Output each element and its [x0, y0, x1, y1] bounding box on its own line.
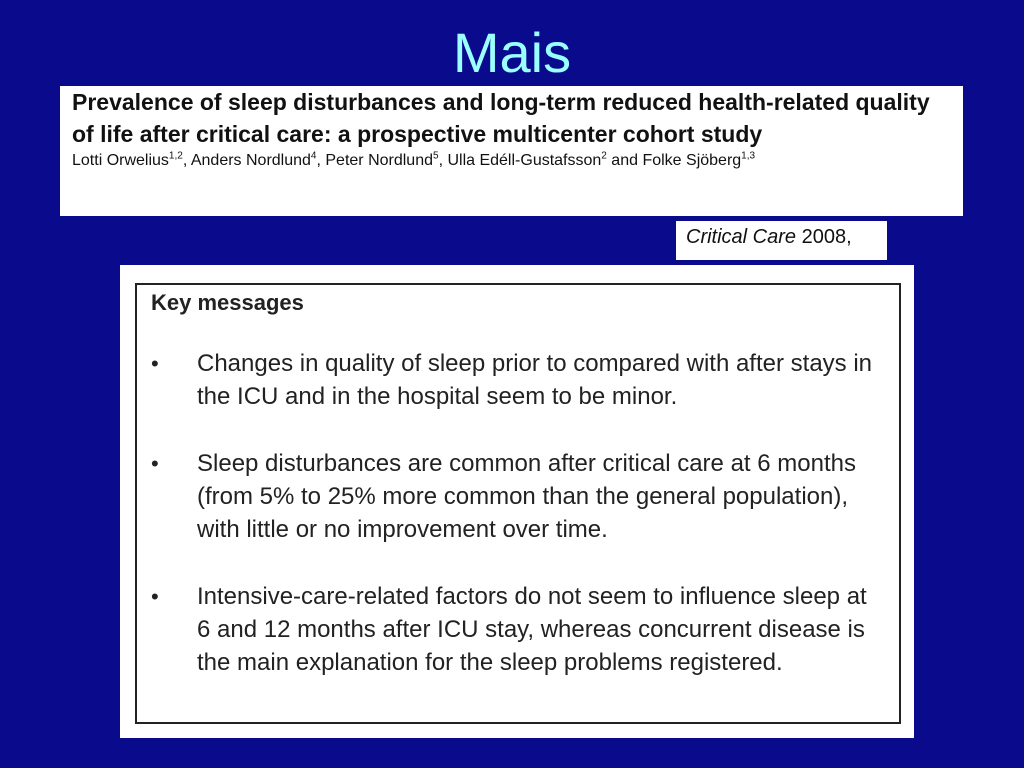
- bullet-icon: •: [151, 351, 159, 376]
- journal-name: Critical Care: [686, 226, 797, 248]
- author-separator: ,: [316, 152, 326, 169]
- author-name: Lotti Orwelius: [72, 152, 169, 169]
- author-affiliation: 1,2: [168, 150, 183, 162]
- key-message-item: [137, 580, 899, 679]
- key-message-text: Changes in quality of sleep prior to compared with after stays in the ICU and in the hospital seem to be minor.: [197, 350, 873, 410]
- author-affiliation: 5: [433, 150, 439, 162]
- author-name: Folke Sjöberg: [642, 152, 742, 169]
- key-message-text: Sleep disturbances are common after critical care at 6 months (from 5% to 25% more common than the general population), with little or no improvement over time.: [197, 450, 856, 543]
- key-message-item: [137, 347, 899, 413]
- bullet-icon: •: [151, 584, 159, 609]
- author-affiliation: 2: [601, 150, 607, 162]
- key-messages-panel: [120, 265, 914, 738]
- paper-title: Prevalence of sleep disturbances and long-term reduced health-related quality of life after critical care: a prospective multicenter cohort study: [72, 89, 930, 147]
- journal-year: 2008,: [796, 226, 852, 248]
- paper-header: [60, 86, 963, 216]
- bullet-icon: •: [151, 451, 159, 476]
- key-messages-box: [135, 283, 901, 724]
- author-name: Anders Nordlund: [190, 152, 311, 169]
- author-name: Ulla Edéll-Gustafsson: [447, 152, 602, 169]
- journal-reference: [676, 221, 887, 260]
- author-separator: ,: [438, 152, 448, 169]
- key-messages-list: [137, 347, 899, 713]
- author-separator: and: [606, 152, 643, 169]
- key-message-text: Intensive-care-related factors do not seem to influence sleep at 6 and 12 months after ICU stay, whereas concurrent disease is the main explanation for the sleep problems registered.: [197, 583, 867, 676]
- author-affiliation: 1,3: [741, 150, 756, 162]
- slide-title: Mais: [452, 21, 572, 84]
- key-messages-heading: Key messages: [151, 290, 304, 315]
- paper-authors: [72, 150, 951, 172]
- author-separator: ,: [182, 152, 191, 169]
- key-message-item: [137, 447, 899, 546]
- author-affiliation: 4: [310, 150, 317, 162]
- author-name: Peter Nordlund: [325, 152, 433, 169]
